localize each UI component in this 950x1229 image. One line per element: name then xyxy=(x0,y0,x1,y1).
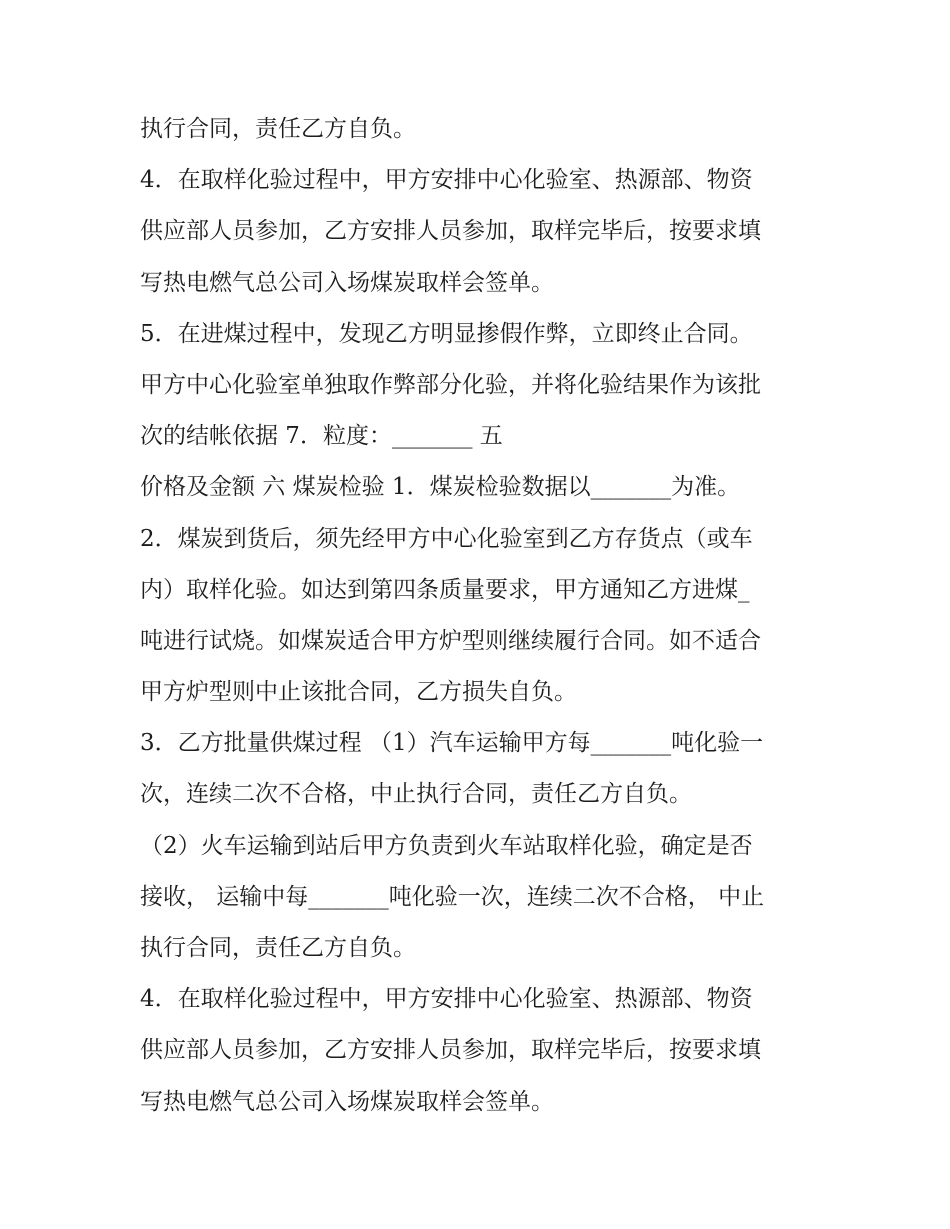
text-line: 写热电燃气总公司入场煤炭取样会签单。 xyxy=(140,1088,554,1115)
text-line: 次，连续二次不合格，中止执行合同，责任乙方自负。 xyxy=(140,781,692,808)
text-line: 供应部人员参加，乙方安排人员参加，取样完毕后，按要求填 xyxy=(140,218,761,245)
text-line: 价格及金额 六 煤炭检验 1．煤炭检验数据以_______为准。 xyxy=(140,474,741,501)
text-line: 3．乙方批量供煤过程 （1）汽车运输甲方每_______吨化验一 xyxy=(140,730,764,757)
text-line: 2．煤炭到货后，须先经甲方中心化验室到乙方存货点（或车 xyxy=(140,525,753,552)
text-line: 吨进行试烧。如煤炭适合甲方炉型则继续履行合同。如不适合 xyxy=(140,627,761,654)
text-line: 4．在取样化验过程中，甲方安排中心化验室、热源部、物资 xyxy=(140,986,753,1013)
text-line: （2）火车运输到站后甲方负责到火车站取样化验，确定是否 xyxy=(140,832,753,859)
document-body xyxy=(140,104,820,1128)
text-line: 供应部人员参加，乙方安排人员参加，取样完毕后，按要求填 xyxy=(140,1037,761,1064)
text-line: 内）取样化验。如达到第四条质量要求，甲方通知乙方进煤_ xyxy=(140,576,750,603)
text-line: 甲方中心化验室单独取作弊部分化验，并将化验结果作为该批 xyxy=(140,371,761,398)
text-line: 4．在取样化验过程中，甲方安排中心化验室、热源部、物资 xyxy=(140,167,753,194)
text-line: 5．在进煤过程中，发现乙方明显掺假作弊，立即终止合同。 xyxy=(140,320,753,347)
text-line: 写热电燃气总公司入场煤炭取样会签单。 xyxy=(140,269,554,296)
text-line: 执行合同，责任乙方自负。 xyxy=(140,935,416,961)
text-line: 执行合同，责任乙方自负。 xyxy=(140,116,416,142)
text-line: 接收， 运输中每_______吨化验一次，连续二次不合格， 中止 xyxy=(140,883,765,910)
text-line: 次的结帐依据 7．粒度：_______ 五 xyxy=(140,423,503,450)
text-line: 甲方炉型则中止该批合同，乙方损失自负。 xyxy=(140,679,577,706)
